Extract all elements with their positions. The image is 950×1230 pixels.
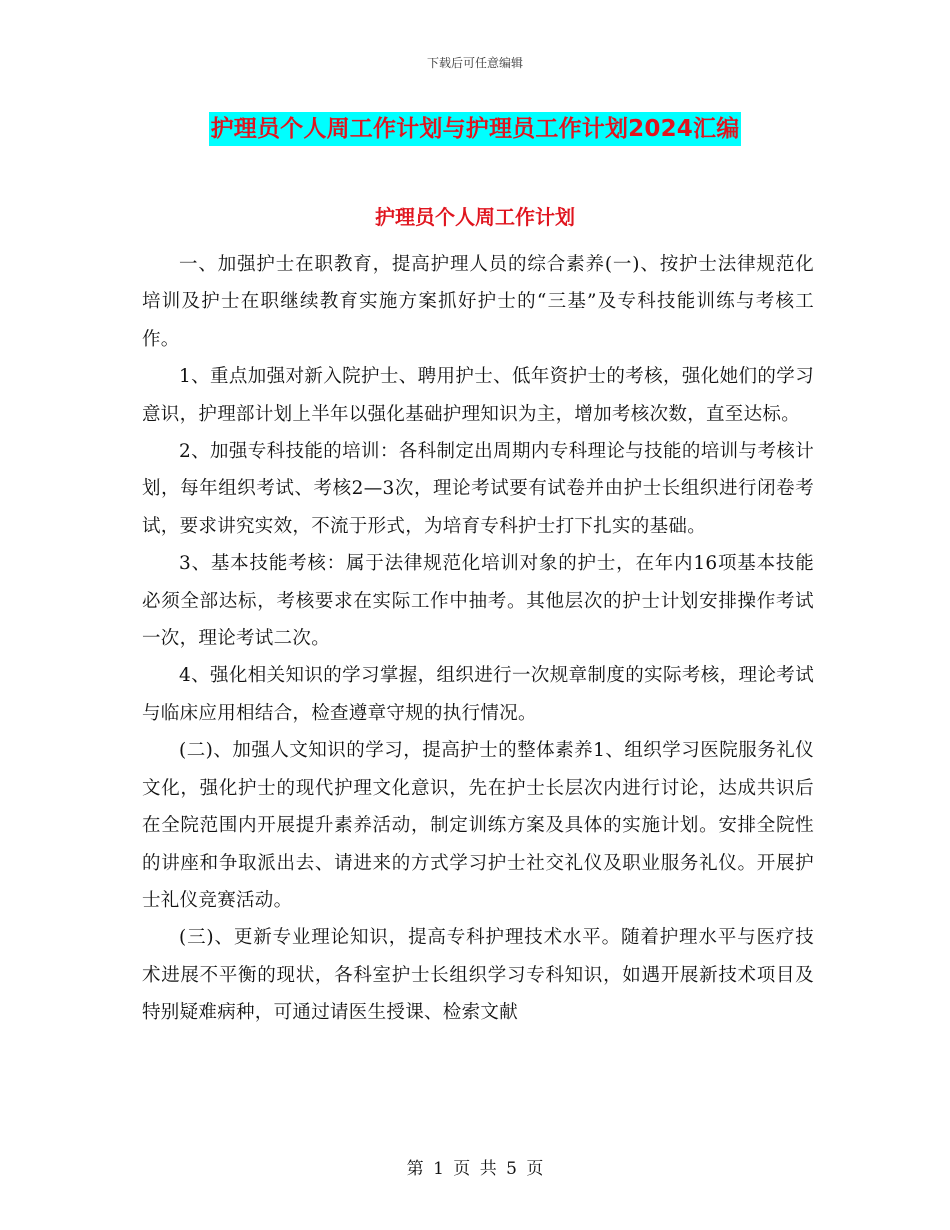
header-note: 下载后可任意编辑 [426, 56, 523, 70]
paragraph: 一、加强护士在职教育，提高护理人员的综合素养(一)、按护士法律规范化培训及护士在职继续教育实施方案抓好护士的“三基”及专科技能训练与考核工作。 [142, 254, 814, 350]
paragraph: 4、强化相关知识的学习掌握，组织进行一次规章制度的实际考核，理论考试与临床应用相结合，检查遵章守规的执行情况。 [142, 665, 814, 724]
paragraph: (三)、更新专业理论知识，提高专科护理技术水平。随着护理水平与医疗技术进展不平衡的现状，各科室护士长组织学习专科知识，如遇开展新技术项目及特别疑难病种，可通过请医生授课、检索文献 [142, 927, 814, 1024]
document-title [0, 112, 950, 148]
paragraph: 2、加强专科技能的培训：各科制定出周期内专科理论与技能的培训与考核计划，每年组织考试、考核2—3次，理论考试要有试卷并由护士长组织进行闭卷考试，要求讲究实效，不流于形式，为培育专科护士打下扎实的基础。 [142, 441, 814, 537]
paragraph: 3、基本技能考核：属于法律规范化培训对象的护士，在年内16项基本技能必须全部达标，考核要求在实际工作中抽考。其他层次的护士计划安排操作考试一次，理论考试二次。 [142, 553, 814, 650]
document-title-text: 护理员个人周工作计划与护理员工作计划2024汇编 [209, 112, 742, 146]
page-indicator: 第 1 页 共 5 页 [406, 1159, 544, 1179]
paragraph: 1、重点加强对新入院护士、聘用护士、低年资护士的考核，强化她们的学习意识，护理部计划上半年以强化基础护理知识为主，增加考核次数，直至达标。 [142, 366, 814, 425]
paragraph: (二)、加强人文知识的学习，提高护士的整体素养1、组织学习医院服务礼仪文化，强化护士的现代护理文化意识，先在护士长层次内进行讨论，达成共识后在全院范围内开展提升素养活动，制定训练方案及具体的实施计划。安排全院性的讲座和争取派出去、请进来的方式学习护士社交礼仪及职业服务礼仪。开展护士礼仪竞赛活动。 [142, 740, 814, 911]
section-title: 护理员个人周工作计划 [375, 205, 575, 229]
document-body [142, 246, 814, 1032]
